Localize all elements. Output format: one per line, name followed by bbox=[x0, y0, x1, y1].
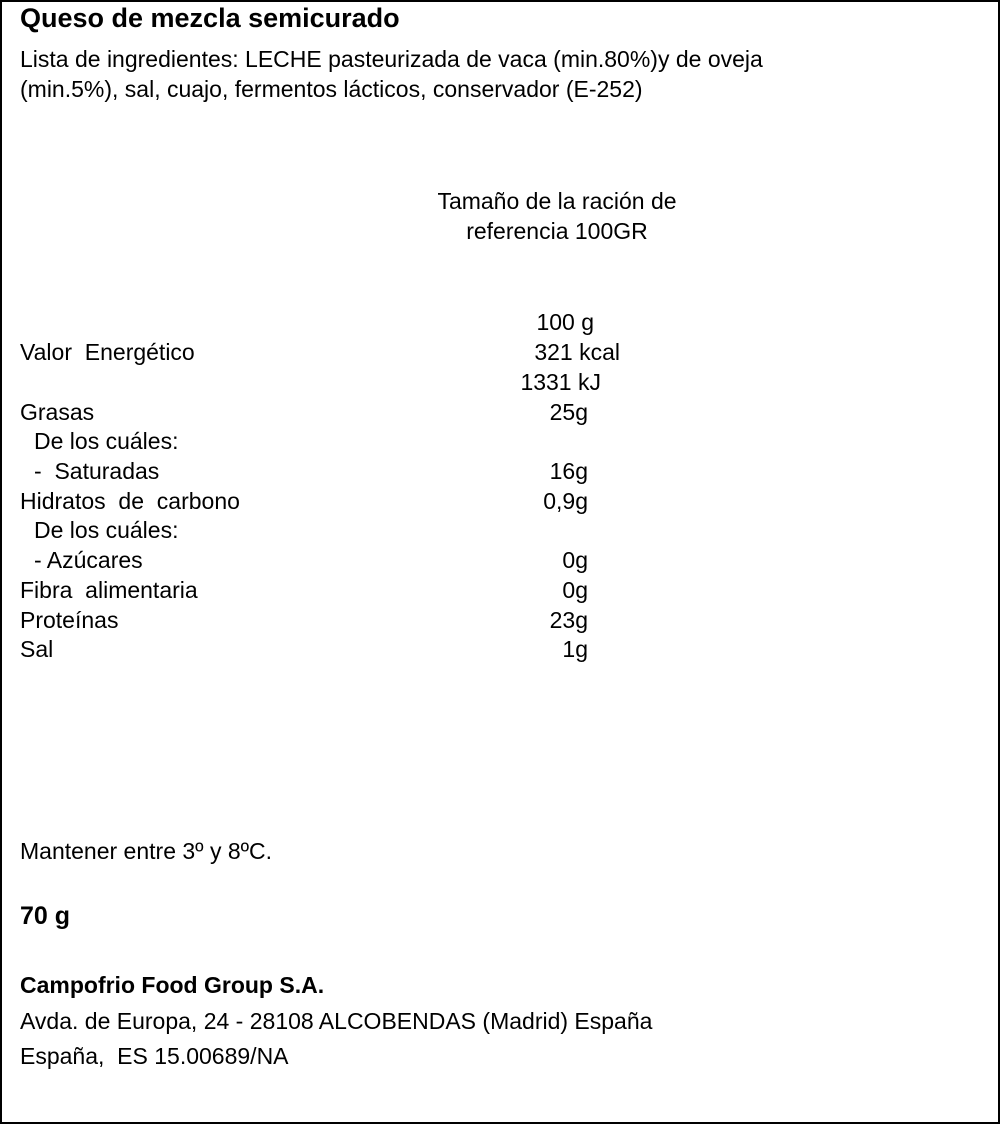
nutrition-column-header: 100 g bbox=[536, 309, 594, 335]
nutrient-value: 1g bbox=[562, 636, 588, 662]
nutrient-label: Sal bbox=[20, 636, 54, 662]
nutrient-label: De los cuáles: bbox=[34, 428, 179, 454]
nutrient-value: 0,9g bbox=[543, 488, 588, 514]
nutrient-value: 16g bbox=[549, 458, 588, 484]
energy-kj-value: 1331 kJ bbox=[520, 369, 601, 395]
ingredients-line-2: (min.5%), sal, cuajo, fermentos lácticos, conservador (E-252) bbox=[20, 76, 643, 102]
nutrient-label: - Saturadas bbox=[34, 458, 160, 484]
product-title: Queso de mezcla semicurado bbox=[20, 3, 400, 33]
ingredients-line-1: Lista de ingredientes: LECHE pasteurizada de vaca (min.80%)y de oveja bbox=[20, 46, 763, 72]
storage-instructions: Mantener entre 3º y 8ºC. bbox=[20, 838, 273, 864]
nutrient-label: Fibra alimentaria bbox=[20, 577, 198, 603]
nutrient-label: Grasas bbox=[20, 399, 95, 425]
nutrient-label: Proteínas bbox=[20, 607, 119, 633]
serving-size-line-2: referencia 100GR bbox=[466, 218, 648, 244]
energy-label: Valor Energético bbox=[20, 339, 195, 365]
nutrient-value: 23g bbox=[549, 607, 588, 633]
nutrient-value: 25g bbox=[549, 399, 588, 425]
company-name: Campofrio Food Group S.A. bbox=[20, 972, 325, 998]
nutrient-value: 0g bbox=[562, 577, 588, 603]
serving-size-line-1: Tamaño de la ración de bbox=[437, 188, 677, 214]
company-registry: España, ES 15.00689/NA bbox=[20, 1043, 289, 1069]
nutrient-value: 0g bbox=[562, 547, 588, 573]
nutrient-label: Hidratos de carbono bbox=[20, 488, 240, 514]
nutrient-label: De los cuáles: bbox=[34, 517, 179, 543]
net-weight: 70 g bbox=[20, 902, 71, 930]
company-address: Avda. de Europa, 24 - 28108 ALCOBENDAS (Madrid) España bbox=[20, 1008, 653, 1034]
energy-kcal-value: 321 kcal bbox=[534, 339, 620, 365]
nutrient-label: - Azúcares bbox=[34, 547, 143, 573]
